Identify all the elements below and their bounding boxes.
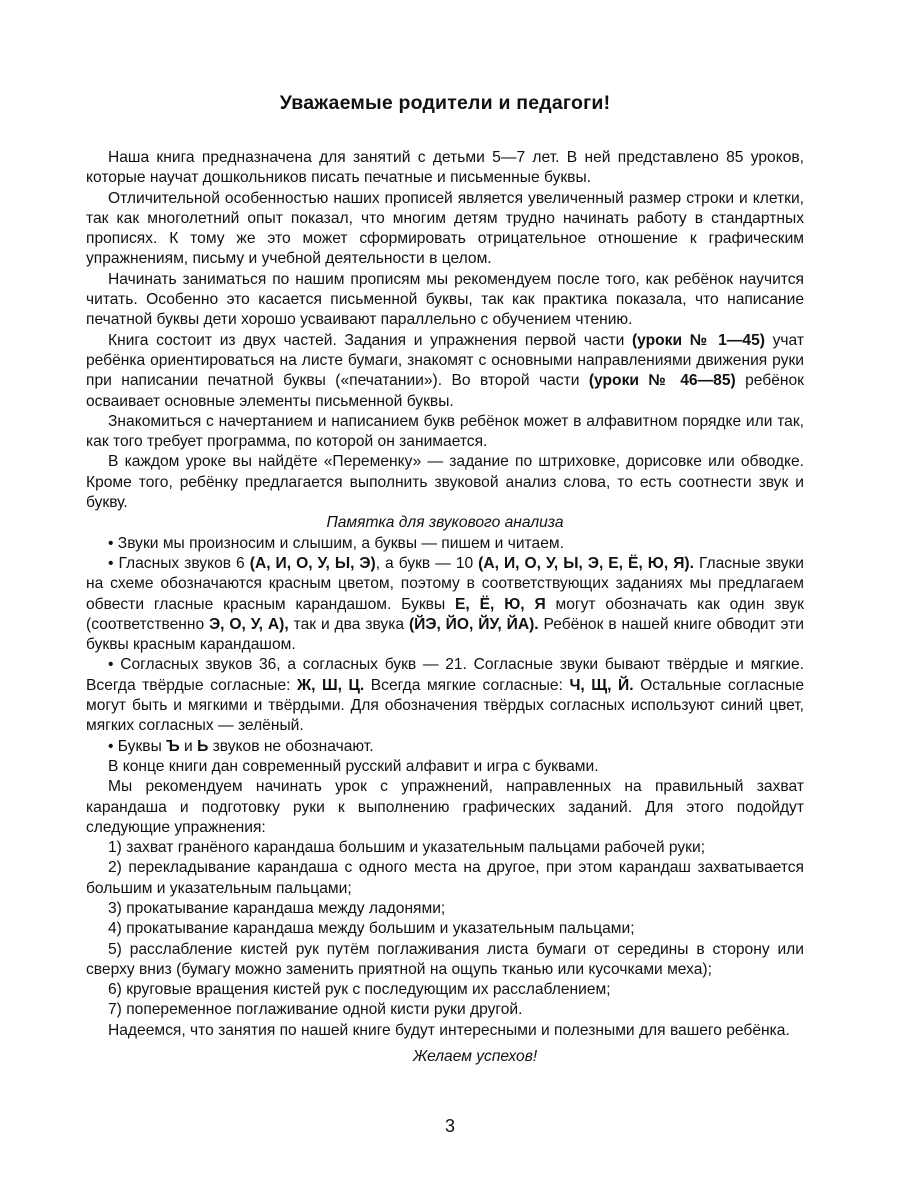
bullet-sounds: • Звуки мы произносим и слышим, а буквы — пишем и читаем. [108,534,564,552]
paragraph-alphabet: В конце книги дан современный русский алфавит и игра с буквами. [108,757,599,775]
single-sounds: Э, О, У, А), [209,615,289,633]
paragraph-book-parts [86,331,804,412]
exercise-item: 6) круговые вращения кистей рук с последующим их расслаблением; [108,981,611,999]
paragraph-exercises-intro: Мы рекомендуем начинать урок с упражнений, направленных на правильный захват карандаша и подготовку руки к выполнению графических заданий. Для этого подойдут следующие упражнения: [86,778,804,836]
memo-title: Памятка для звукового анализа [326,514,564,532]
exercise-item: 4) прокатывание карандаша между большим и указательным пальцами; [108,920,635,938]
vowel-letters: (А, И, О, У, Ы, Э, Е, Ё, Ю, Я). [478,554,694,572]
closing-wish: Желаем успехов! [412,1048,538,1066]
text-run: и [179,737,198,755]
soft-sign: Ь [197,737,209,755]
hard-sign: Ъ [166,737,180,755]
exercise-item: 7) попеременное поглаживание одной кисти руки другой. [108,1001,523,1019]
hard-consonants: Ж, Ш, Ц. [297,676,365,694]
text-run: • Гласных звуков 6 [108,554,250,572]
lessons-part-one: (уроки № 1—45) [631,331,765,349]
text-run: Гласные звуки на схеме обозначаются красным цветом, поэтому в соответствующих заданиях мы предлагаем обвести гласные красным карандашом. Буквы [86,554,804,613]
bullet-consonants [86,655,804,736]
exercise-item: 5) расслабление кистей рук путём поглаживания листа бумаги от середины в сторону или сверху вниз (бумагу можно заменить приятной на ощупь тканью или кусочками меха); [86,940,804,978]
exercise-item: 3) прокатывание карандаша между ладонями; [108,899,446,917]
text-run: ребёнок осваивает основные элементы письменной буквы. [86,372,805,410]
text-run: • Согласных звуков 36, а согласных букв — 21. Согласные звуки бывают твёрдые и мягкие. Всегда твёрдые согласные: [86,656,804,694]
text-run: Остальные согласные могут быть и мягкими и твёрдыми. Для обозначения твёрдых согласных используют синий цвет, мягких согласных — зелёный. [86,676,804,735]
text-run: Ребёнок в нашей книге обводит эти буквы красным карандашом. [86,615,804,654]
page-title: Уважаемые родители и педагоги! [279,92,611,114]
text-run: Всегда мягкие согласные: [364,676,570,694]
exercise-item: 1) захват гранёного карандаша большим и указательным пальцами рабочей руки; [108,839,706,857]
page-number: 3 [444,1116,455,1136]
lessons-part-two: (уроки № 46—85) [588,372,736,390]
exercise-item: 2) перекладывание карандаша с одного места на другое, при этом карандаш захватывается большим и указательным пальцами; [86,859,804,897]
body-text [86,148,804,1067]
iotated-letters: Е, Ё, Ю, Я [455,595,546,613]
text-run: звуков не обозначают. [208,737,374,755]
text-run: так и два звука [288,615,409,633]
bullet-signs [86,737,804,757]
paragraph-intro: Наша книга предназначена для занятий с детьми 5—7 лет. В ней представлено 85 уроков, которые научат дошкольников писать печатные и письменные буквы. [86,149,804,187]
paragraph-order: Знакомиться с начертанием и написанием букв ребёнок может в алфавитном порядке или так, как того требует программа, по которой он занимается. [86,412,804,451]
text-run: , а букв — 10 [375,554,479,572]
vowel-sounds: (А, И, О, У, Ы, Э) [249,554,376,572]
paragraph-features: Отличительной особенностью наших прописей является увеличенный размер строки и клетки, так как многолетний опыт показал, что многим детям трудно начинать работу в стандартных прописях. К тому же это может сформировать отрицательное отношение к графическим упражнениям, письму и учебной деятельности в целом. [86,189,804,268]
paragraph-hope: Надеемся, что занятия по нашей книге будут интересными и полезными для вашего ребёнка. [108,1021,790,1039]
soft-consonants: Ч, Щ, Й. [569,676,634,694]
text-run: могут обозначать как один звук (соответственно [86,595,804,633]
text-run: Книга состоит из двух частей. Задания и упражнения первой части [108,331,632,349]
bullet-vowels [86,554,804,655]
text-run: • Буквы [108,737,167,755]
text-run: учат ребёнка ориентироваться на листе бумаги, знакомят с основными направлениями движения руки при написании печатной буквы («печатании»). Во второй части [86,331,804,390]
double-sounds: (ЙЭ, ЙО, ЙУ, ЙА). [408,615,539,633]
paragraph-break: В каждом уроке вы найдёте «Переменку» — задание по штриховке, дорисовке или обводке. Кроме того, ребёнку предлагается выполнить звуковой анализ слова, то есть соотнести звук и букву. [86,453,804,512]
paragraph-recommendation: Начинать заниматься по нашим прописям мы рекомендуем после того, как ребёнок научится читать. Особенно это касается письменной буквы, так как практика показала, что написание печатной буквы дети хорошо усваивают параллельно с обучением чтению. [86,270,804,329]
